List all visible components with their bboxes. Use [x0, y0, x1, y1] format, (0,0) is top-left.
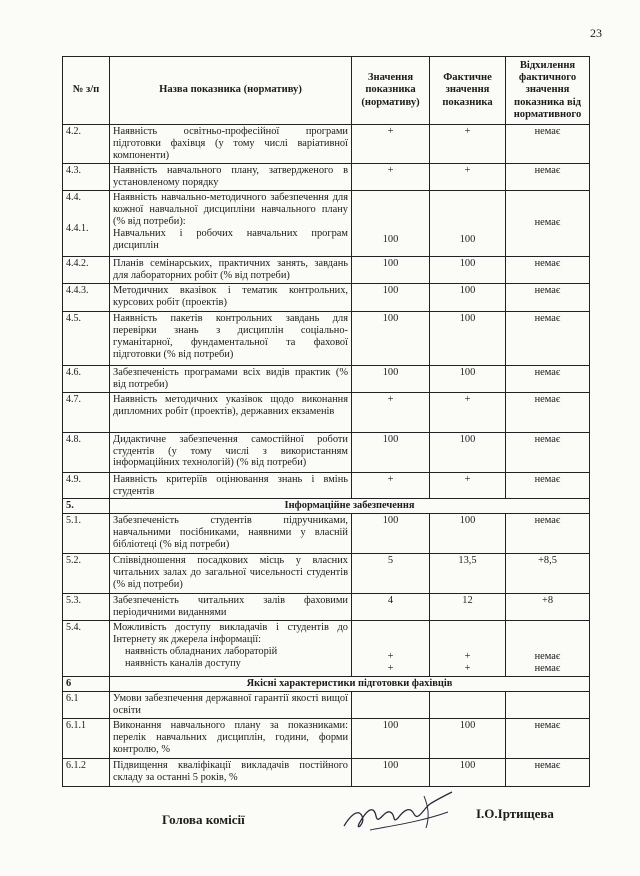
row-actual: +	[464, 651, 471, 663]
row-name: Методичних вказівок і тематик контрольних, курсових робіт (проектів)	[110, 283, 352, 311]
row-num: 5.1.	[63, 514, 110, 554]
row-norm: 100	[352, 432, 430, 472]
row-subname: Навчальних і робочих навчальних програм дисциплін	[113, 227, 348, 251]
row-subnum: 4.4.1.	[66, 223, 89, 235]
row-num: 6.1	[63, 692, 110, 719]
row-name: Наявність освітньо-професійної програми підготовки фахівця (у тому числі варіативної компоненти)	[110, 125, 352, 164]
row-norm: 100	[352, 190, 430, 256]
section-num: 6	[63, 677, 110, 692]
row-name: Забезпеченість читальних залів фаховими періодичними виданнями	[110, 594, 352, 621]
row-norm: +	[387, 651, 394, 663]
table-row	[63, 621, 590, 677]
row-deviation: немає	[506, 283, 590, 311]
row-actual: +	[430, 472, 506, 499]
table-row	[63, 759, 590, 787]
table-row	[63, 719, 590, 759]
row-norm: +	[352, 163, 430, 190]
row-actual: 100	[430, 256, 506, 283]
row-name: Наявність навчального плану, затвердженого в установленому порядку	[110, 163, 352, 190]
row-num: 4.4.3.	[63, 283, 110, 311]
header-num: № з/п	[63, 57, 110, 125]
row-deviation: немає	[506, 472, 590, 499]
row-num: 4.4.2.	[63, 256, 110, 283]
table-row	[63, 432, 590, 472]
table-row	[63, 190, 590, 256]
row-name: Забезпеченість студентів підручниками, навчальними посібниками, наявними у власній бібліотеці (% від потреби)	[110, 514, 352, 554]
row-deviation: +8	[506, 594, 590, 621]
row-num: 4.9.	[63, 472, 110, 499]
row-actual: 100	[430, 365, 506, 392]
row-sub-item: наявність обладнаних лабораторій	[125, 646, 278, 658]
row-norm: +	[352, 472, 430, 499]
row-name: Підвищення кваліфікації викладачів постійного складу за останні 5 років, %	[110, 759, 352, 787]
row-name: Співвідношення посадкових місць у власних читальних залах до загальної чисельності студентів (% від потреби)	[110, 554, 352, 594]
table-row	[63, 392, 590, 432]
row-actual: 100	[430, 514, 506, 554]
table-row	[63, 554, 590, 594]
table-row	[63, 472, 590, 499]
row-deviation: немає	[534, 651, 561, 663]
header-norm: Значення показника (нормативу)	[352, 57, 430, 125]
table-header-row	[63, 57, 590, 125]
row-norm: 100	[352, 514, 430, 554]
row-deviation: немає	[506, 759, 590, 787]
header-actual: Фактичне значення показника	[430, 57, 506, 125]
table-row	[63, 514, 590, 554]
row-name: Наявність методичних указівок щодо виконання дипломних робіт (проектів), державних екзаменів	[110, 392, 352, 432]
row-norm: +	[387, 663, 394, 675]
row-name: Наявність критеріїв оцінювання знань і вмінь студентів	[110, 472, 352, 499]
indicators-table	[62, 56, 590, 787]
header-deviation: Відхилення фактичного значення показника від нормативного	[506, 57, 590, 125]
row-actual: 12	[430, 594, 506, 621]
row-actual: 100	[430, 283, 506, 311]
row-norm	[352, 692, 430, 719]
row-actual: 100	[430, 759, 506, 787]
row-norm: 100	[352, 256, 430, 283]
row-deviation: немає	[506, 163, 590, 190]
handwritten-signature	[340, 786, 460, 838]
section-row	[63, 499, 590, 514]
table-row	[63, 125, 590, 164]
row-name: Наявність навчально-методичного забезпечення для кожної навчальної дисципліни навчального плану (% від потреби):	[113, 191, 348, 227]
row-deviation: немає	[506, 514, 590, 554]
row-norm: 100	[352, 365, 430, 392]
row-num: 5.2.	[63, 554, 110, 594]
row-num: 4.8.	[63, 432, 110, 472]
row-norm: 100	[352, 759, 430, 787]
row-num: 6.1.1	[63, 719, 110, 759]
row-name: Забезпеченість програмами всіх видів практик (% від потреби)	[110, 365, 352, 392]
row-deviation: немає	[506, 311, 590, 365]
row-deviation: немає	[534, 663, 561, 675]
row-num: 6.1.2	[63, 759, 110, 787]
table-row	[63, 594, 590, 621]
row-deviation: немає	[506, 125, 590, 164]
row-deviation: немає	[506, 432, 590, 472]
row-num: 4.6.	[63, 365, 110, 392]
row-actual: +	[430, 163, 506, 190]
row-sub-item: наявність каналів доступу	[125, 658, 241, 670]
row-norm: +	[352, 392, 430, 432]
row-norm: 5	[352, 554, 430, 594]
table-row	[63, 256, 590, 283]
row-deviation: немає	[506, 719, 590, 759]
row-num: 5.4.	[63, 621, 110, 677]
row-deviation: +8,5	[506, 554, 590, 594]
row-actual: 100	[430, 432, 506, 472]
row-norm: +	[352, 125, 430, 164]
row-deviation: немає	[506, 365, 590, 392]
table-row	[63, 163, 590, 190]
row-actual: +	[430, 392, 506, 432]
row-num: 4.4.	[66, 191, 81, 203]
signatory-name: І.О.Іртищева	[476, 806, 554, 821]
row-actual: 100	[430, 719, 506, 759]
row-num: 4.7.	[63, 392, 110, 432]
header-name: Назва показника (нормативу)	[110, 57, 352, 125]
signature-label: Голова комісії	[162, 812, 245, 827]
section-title: Якісні характеристики підготовки фахівців	[110, 677, 590, 692]
row-deviation	[506, 692, 590, 719]
signature-block	[0, 800, 640, 860]
row-deviation: немає	[506, 190, 590, 256]
section-title: Інформаційне забезпечення	[110, 499, 590, 514]
table-row	[63, 311, 590, 365]
section-row	[63, 677, 590, 692]
row-num: 4.2.	[63, 125, 110, 164]
row-norm: 100	[352, 719, 430, 759]
row-actual: +	[464, 663, 471, 675]
page-number: 23	[590, 26, 602, 40]
row-norm: 100	[352, 283, 430, 311]
row-num: 4.3.	[63, 163, 110, 190]
row-name: Виконання навчального плану за показниками: перелік навчальних дисциплін, години, форми контролю, %	[110, 719, 352, 759]
row-name: Дидактичне забезпечення самостійної роботи студентів (у тому числі з використанням інформаційних технологій) (% від потреби)	[110, 432, 352, 472]
row-actual	[430, 692, 506, 719]
row-actual: 100	[430, 311, 506, 365]
table-row	[63, 365, 590, 392]
row-actual: +	[430, 125, 506, 164]
row-num: 5.3.	[63, 594, 110, 621]
row-deviation: немає	[506, 392, 590, 432]
section-num: 5.	[63, 499, 110, 514]
row-name: Умови забезпечення державної гарантії якості вищої освіти	[110, 692, 352, 719]
row-deviation: немає	[506, 256, 590, 283]
row-actual: 100	[430, 190, 506, 256]
row-name: Можливість доступу викладачів і студентів до Інтернету як джерела інформації:	[113, 622, 348, 646]
row-actual: 13,5	[430, 554, 506, 594]
row-name: Наявність пакетів контрольних завдань для перевірки знань з дисциплін соціально-гуманітарної, фундаментальної та фахової підготовки (% від потреби)	[110, 311, 352, 365]
row-norm: 100	[352, 311, 430, 365]
row-num: 4.5.	[63, 311, 110, 365]
row-name: Планів семінарських, практичних занять, завдань для лабораторних робіт (% від потреби)	[110, 256, 352, 283]
table-row	[63, 692, 590, 719]
table-row	[63, 283, 590, 311]
row-norm: 4	[352, 594, 430, 621]
